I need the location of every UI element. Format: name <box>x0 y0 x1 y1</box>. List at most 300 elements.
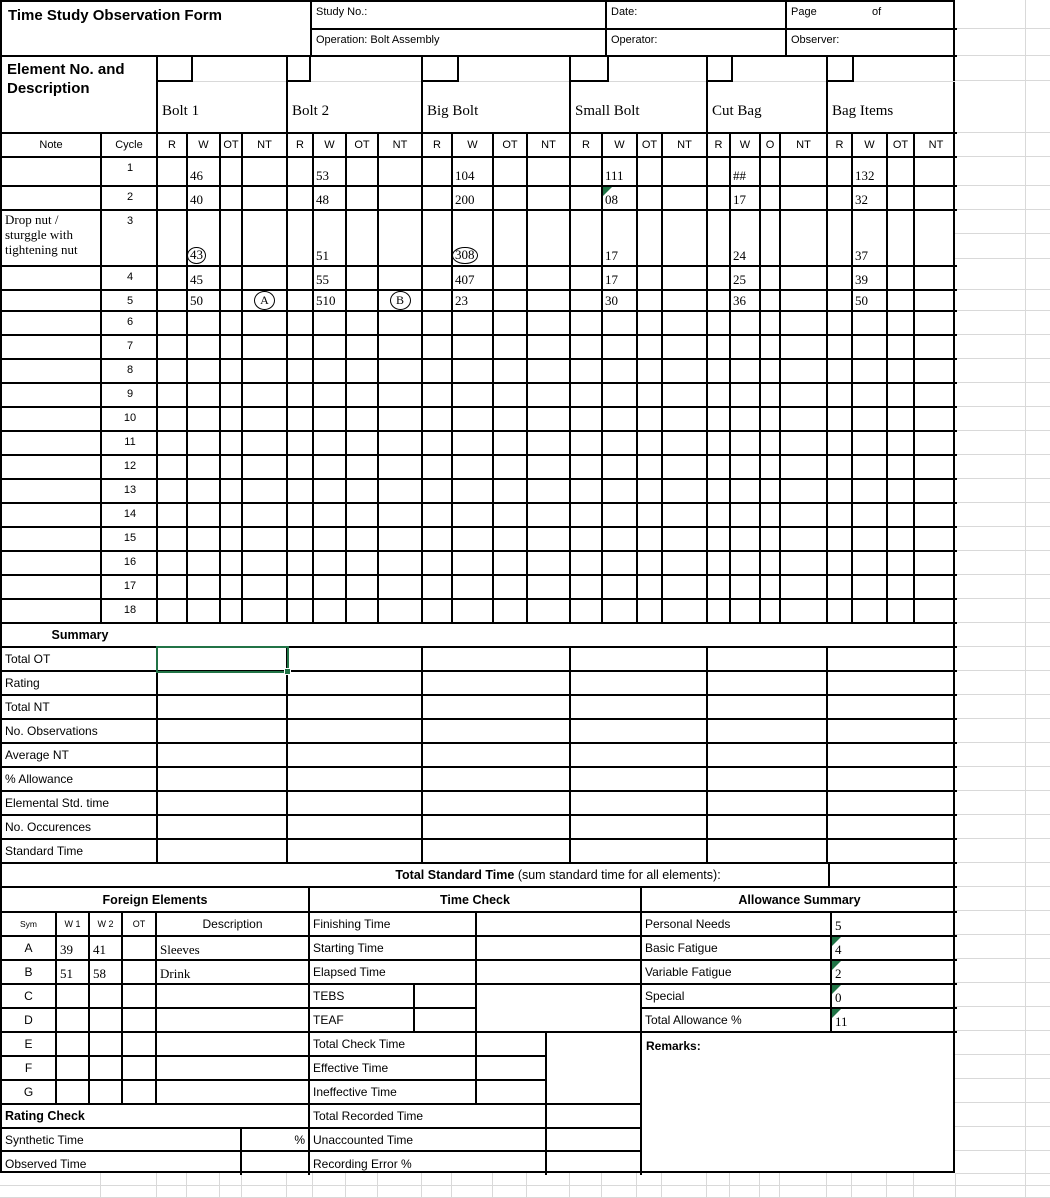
cycle-cell-2[interactable]: 2 <box>102 187 158 209</box>
obs-cell-18-smallbolt_r[interactable] <box>571 600 603 622</box>
foreign-w2-B[interactable]: 58 <box>90 961 123 985</box>
obs-cell-2-bagitems_w[interactable]: 32 <box>853 187 888 209</box>
obs-cell-1-bolt2_r[interactable] <box>288 158 314 185</box>
obs-cell-9-cutbag_w[interactable] <box>731 384 761 406</box>
foreign-w1-D[interactable] <box>57 1009 90 1033</box>
obs-cell-11-bagitems_w[interactable] <box>853 432 888 454</box>
summary-cell-6-5[interactable] <box>828 792 957 814</box>
obs-cell-6-bolt1_w[interactable] <box>188 312 221 334</box>
obs-cell-1-cutbag_o[interactable] <box>761 158 781 185</box>
summary-cell-5-0[interactable] <box>158 768 288 790</box>
obs-cell-13-cutbag_nt[interactable] <box>781 480 828 502</box>
obs-cell-7-bagitems_w[interactable] <box>853 336 888 358</box>
obs-cell-2-bigbolt_ot[interactable] <box>494 187 528 209</box>
time-check-value-1[interactable] <box>477 937 640 961</box>
foreign-ot-F[interactable] <box>123 1057 157 1081</box>
note-cell-15[interactable] <box>2 528 102 550</box>
obs-cell-16-smallbolt_nt[interactable] <box>663 552 708 574</box>
element-no-box-smallbolt[interactable] <box>571 57 609 82</box>
synthetic-time-percent-cell[interactable]: % <box>242 1129 308 1152</box>
obs-cell-1-bolt1_w[interactable]: 46 <box>188 158 221 185</box>
obs-cell-13-bolt1_r[interactable] <box>158 480 188 502</box>
obs-cell-14-smallbolt_r[interactable] <box>571 504 603 526</box>
obs-cell-11-bigbolt_r[interactable] <box>423 432 453 454</box>
obs-cell-12-bolt1_ot[interactable] <box>221 456 243 478</box>
obs-cell-4-bolt1_w[interactable]: 45 <box>188 267 221 289</box>
obs-cell-15-bolt2_nt[interactable] <box>379 528 423 550</box>
obs-cell-7-cutbag_o[interactable] <box>761 336 781 358</box>
obs-cell-7-smallbolt_ot[interactable] <box>638 336 663 358</box>
cycle-cell-6[interactable]: 6 <box>102 312 158 334</box>
element-no-box-bolt2[interactable] <box>288 57 311 82</box>
obs-cell-2-bolt1_r[interactable] <box>158 187 188 209</box>
obs-cell-10-bolt1_nt[interactable] <box>243 408 288 430</box>
obs-cell-15-bigbolt_r[interactable] <box>423 528 453 550</box>
obs-cell-17-bolt1_ot[interactable] <box>221 576 243 598</box>
summary-cell-3-0[interactable] <box>158 720 288 742</box>
cycle-cell-13[interactable]: 13 <box>102 480 158 502</box>
obs-cell-14-bagitems_w[interactable] <box>853 504 888 526</box>
obs-cell-9-bigbolt_r[interactable] <box>423 384 453 406</box>
obs-cell-18-bagitems_ot[interactable] <box>888 600 915 622</box>
obs-cell-9-bagitems_w[interactable] <box>853 384 888 406</box>
obs-cell-11-cutbag_nt[interactable] <box>781 432 828 454</box>
date-field[interactable] <box>607 2 787 30</box>
total-standard-time-value[interactable] <box>830 864 957 888</box>
summary-cell-2-0[interactable] <box>158 696 288 718</box>
note-cell-6[interactable] <box>2 312 102 334</box>
obs-cell-4-bolt2_r[interactable] <box>288 267 314 289</box>
obs-cell-15-bagitems_w[interactable] <box>853 528 888 550</box>
obs-cell-8-bagitems_w[interactable] <box>853 360 888 382</box>
cycle-cell-9[interactable]: 9 <box>102 384 158 406</box>
foreign-desc-E[interactable] <box>157 1033 308 1057</box>
obs-cell-4-bolt2_nt[interactable] <box>379 267 423 289</box>
obs-cell-13-bolt1_ot[interactable] <box>221 480 243 502</box>
summary-cell-3-5[interactable] <box>828 720 957 742</box>
obs-cell-17-bolt2_r[interactable] <box>288 576 314 598</box>
obs-cell-10-cutbag_o[interactable] <box>761 408 781 430</box>
obs-cell-14-smallbolt_ot[interactable] <box>638 504 663 526</box>
summary-cell-7-3[interactable] <box>571 816 708 838</box>
obs-cell-2-bolt2_nt[interactable] <box>379 187 423 209</box>
obs-cell-12-bolt2_w[interactable] <box>314 456 347 478</box>
obs-cell-12-smallbolt_nt[interactable] <box>663 456 708 478</box>
obs-cell-15-cutbag_o[interactable] <box>761 528 781 550</box>
time-check-merged-area[interactable] <box>477 1009 640 1033</box>
summary-cell-1-3[interactable] <box>571 672 708 694</box>
obs-cell-1-bolt1_ot[interactable] <box>221 158 243 185</box>
obs-cell-2-bagitems_nt[interactable] <box>915 187 957 209</box>
element-no-box-cutbag[interactable] <box>708 57 733 82</box>
obs-cell-16-bigbolt_r[interactable] <box>423 552 453 574</box>
obs-cell-3-bolt2_w[interactable]: 51 <box>314 211 347 265</box>
obs-cell-13-bigbolt_ot[interactable] <box>494 480 528 502</box>
obs-cell-6-bagitems_nt[interactable] <box>915 312 957 334</box>
obs-cell-3-bagitems_ot[interactable] <box>888 211 915 265</box>
obs-cell-17-bagitems_ot[interactable] <box>888 576 915 598</box>
obs-cell-13-smallbolt_nt[interactable] <box>663 480 708 502</box>
obs-cell-5-bolt1_nt[interactable] <box>243 291 288 310</box>
obs-cell-18-bolt2_nt[interactable] <box>379 600 423 622</box>
obs-cell-8-bolt1_nt[interactable] <box>243 360 288 382</box>
obs-cell-13-bolt2_ot[interactable] <box>347 480 379 502</box>
obs-cell-14-bolt2_nt[interactable] <box>379 504 423 526</box>
obs-cell-5-cutbag_o[interactable] <box>761 291 781 310</box>
obs-cell-1-bagitems_ot[interactable] <box>888 158 915 185</box>
obs-cell-3-cutbag_o[interactable] <box>761 211 781 265</box>
obs-cell-8-smallbolt_r[interactable] <box>571 360 603 382</box>
obs-cell-10-bolt2_nt[interactable] <box>379 408 423 430</box>
summary-cell-8-0[interactable] <box>158 840 288 862</box>
obs-cell-2-bolt1_w[interactable]: 40 <box>188 187 221 209</box>
obs-cell-6-cutbag_w[interactable] <box>731 312 761 334</box>
note-cell-2[interactable] <box>2 187 102 209</box>
time-check-value-6[interactable] <box>477 1057 547 1081</box>
obs-cell-5-smallbolt_nt[interactable] <box>663 291 708 310</box>
obs-cell-11-bigbolt_w[interactable] <box>453 432 494 454</box>
obs-cell-6-bolt1_r[interactable] <box>158 312 188 334</box>
obs-cell-7-bolt2_ot[interactable] <box>347 336 379 358</box>
foreign-w2-G[interactable] <box>90 1081 123 1105</box>
obs-cell-8-cutbag_w[interactable] <box>731 360 761 382</box>
obs-cell-5-cutbag_r[interactable] <box>708 291 731 310</box>
obs-cell-4-bolt1_r[interactable] <box>158 267 188 289</box>
time-check-value-9[interactable] <box>547 1129 640 1152</box>
summary-cell-4-4[interactable] <box>708 744 828 766</box>
obs-cell-2-bolt1_ot[interactable] <box>221 187 243 209</box>
obs-cell-4-smallbolt_nt[interactable] <box>663 267 708 289</box>
obs-cell-18-bigbolt_nt[interactable] <box>528 600 571 622</box>
summary-cell-5-2[interactable] <box>423 768 571 790</box>
obs-cell-7-bolt2_r[interactable] <box>288 336 314 358</box>
obs-cell-18-smallbolt_w[interactable] <box>603 600 638 622</box>
obs-cell-12-smallbolt_r[interactable] <box>571 456 603 478</box>
obs-cell-2-bolt1_nt[interactable] <box>243 187 288 209</box>
summary-cell-2-4[interactable] <box>708 696 828 718</box>
obs-cell-3-bigbolt_ot[interactable] <box>494 211 528 265</box>
observer-field[interactable] <box>787 30 957 57</box>
obs-cell-9-bigbolt_nt[interactable] <box>528 384 571 406</box>
obs-cell-4-cutbag_w[interactable]: 25 <box>731 267 761 289</box>
obs-cell-13-cutbag_r[interactable] <box>708 480 731 502</box>
obs-cell-10-bagitems_nt[interactable] <box>915 408 957 430</box>
obs-cell-1-bigbolt_ot[interactable] <box>494 158 528 185</box>
obs-cell-4-cutbag_nt[interactable] <box>781 267 828 289</box>
obs-cell-2-bolt2_ot[interactable] <box>347 187 379 209</box>
allowance-value-1[interactable]: 4 <box>832 937 957 961</box>
obs-cell-15-bolt1_w[interactable] <box>188 528 221 550</box>
obs-cell-15-cutbag_nt[interactable] <box>781 528 828 550</box>
element-name-smallbolt[interactable]: Small Bolt <box>575 103 640 119</box>
cycle-cell-1[interactable]: 1 <box>102 158 158 185</box>
summary-cell-1-2[interactable] <box>423 672 571 694</box>
summary-cell-8-5[interactable] <box>828 840 957 862</box>
obs-cell-8-bolt1_w[interactable] <box>188 360 221 382</box>
obs-cell-5-bolt2_w[interactable]: 510 <box>314 291 347 310</box>
fill-handle[interactable] <box>284 668 291 675</box>
obs-cell-6-bigbolt_w[interactable] <box>453 312 494 334</box>
summary-cell-1-4[interactable] <box>708 672 828 694</box>
obs-cell-8-bolt2_ot[interactable] <box>347 360 379 382</box>
obs-cell-7-cutbag_r[interactable] <box>708 336 731 358</box>
obs-cell-12-bagitems_w[interactable] <box>853 456 888 478</box>
element-no-box-bigbolt[interactable] <box>423 57 459 82</box>
obs-cell-13-bigbolt_w[interactable] <box>453 480 494 502</box>
obs-cell-12-bigbolt_nt[interactable] <box>528 456 571 478</box>
obs-cell-3-bagitems_w[interactable]: 37 <box>853 211 888 265</box>
obs-cell-6-cutbag_o[interactable] <box>761 312 781 334</box>
foreign-ot-G[interactable] <box>123 1081 157 1105</box>
obs-cell-13-smallbolt_ot[interactable] <box>638 480 663 502</box>
obs-cell-5-bolt2_nt[interactable] <box>379 291 423 310</box>
obs-cell-15-bigbolt_w[interactable] <box>453 528 494 550</box>
obs-cell-6-bolt2_nt[interactable] <box>379 312 423 334</box>
obs-cell-18-bagitems_nt[interactable] <box>915 600 957 622</box>
obs-cell-15-bolt2_w[interactable] <box>314 528 347 550</box>
obs-cell-11-bolt1_ot[interactable] <box>221 432 243 454</box>
obs-cell-12-bagitems_nt[interactable] <box>915 456 957 478</box>
obs-cell-17-bagitems_nt[interactable] <box>915 576 957 598</box>
obs-cell-9-bagitems_ot[interactable] <box>888 384 915 406</box>
obs-cell-4-cutbag_o[interactable] <box>761 267 781 289</box>
obs-cell-17-bagitems_r[interactable] <box>828 576 853 598</box>
foreign-w1-A[interactable]: 39 <box>57 937 90 961</box>
obs-cell-9-bigbolt_ot[interactable] <box>494 384 528 406</box>
operation-field[interactable] <box>312 30 607 57</box>
obs-cell-13-cutbag_o[interactable] <box>761 480 781 502</box>
obs-cell-7-bigbolt_w[interactable] <box>453 336 494 358</box>
obs-cell-9-bolt1_r[interactable] <box>158 384 188 406</box>
obs-cell-8-bagitems_ot[interactable] <box>888 360 915 382</box>
obs-cell-10-smallbolt_nt[interactable] <box>663 408 708 430</box>
obs-cell-11-cutbag_o[interactable] <box>761 432 781 454</box>
obs-cell-6-bigbolt_r[interactable] <box>423 312 453 334</box>
obs-cell-2-cutbag_nt[interactable] <box>781 187 828 209</box>
cycle-cell-15[interactable]: 15 <box>102 528 158 550</box>
obs-cell-2-bagitems_r[interactable] <box>828 187 853 209</box>
obs-cell-14-bolt2_w[interactable] <box>314 504 347 526</box>
obs-cell-4-bigbolt_ot[interactable] <box>494 267 528 289</box>
obs-cell-15-cutbag_w[interactable] <box>731 528 761 550</box>
obs-cell-10-bagitems_r[interactable] <box>828 408 853 430</box>
summary-cell-4-1[interactable] <box>288 744 423 766</box>
obs-cell-13-bolt2_w[interactable] <box>314 480 347 502</box>
summary-cell-6-1[interactable] <box>288 792 423 814</box>
obs-cell-1-bolt1_r[interactable] <box>158 158 188 185</box>
obs-cell-16-smallbolt_r[interactable] <box>571 552 603 574</box>
obs-cell-17-bigbolt_r[interactable] <box>423 576 453 598</box>
note-cell-4[interactable] <box>2 267 102 289</box>
obs-cell-16-bagitems_nt[interactable] <box>915 552 957 574</box>
obs-cell-15-smallbolt_w[interactable] <box>603 528 638 550</box>
summary-cell-1-5[interactable] <box>828 672 957 694</box>
obs-cell-9-bolt1_nt[interactable] <box>243 384 288 406</box>
page-field[interactable] <box>787 2 957 30</box>
obs-cell-6-bolt2_r[interactable] <box>288 312 314 334</box>
note-cell-10[interactable] <box>2 408 102 430</box>
obs-cell-18-cutbag_w[interactable] <box>731 600 761 622</box>
obs-cell-6-bagitems_ot[interactable] <box>888 312 915 334</box>
obs-cell-7-bagitems_r[interactable] <box>828 336 853 358</box>
obs-cell-7-bolt1_ot[interactable] <box>221 336 243 358</box>
foreign-desc-D[interactable] <box>157 1009 308 1033</box>
obs-cell-14-bigbolt_nt[interactable] <box>528 504 571 526</box>
summary-cell-2-1[interactable] <box>288 696 423 718</box>
obs-cell-7-smallbolt_nt[interactable] <box>663 336 708 358</box>
obs-cell-2-bigbolt_w[interactable]: 200 <box>453 187 494 209</box>
obs-cell-1-cutbag_r[interactable] <box>708 158 731 185</box>
obs-cell-15-smallbolt_ot[interactable] <box>638 528 663 550</box>
obs-cell-16-bolt1_nt[interactable] <box>243 552 288 574</box>
obs-cell-6-smallbolt_ot[interactable] <box>638 312 663 334</box>
obs-cell-7-bagitems_nt[interactable] <box>915 336 957 358</box>
note-cell-3[interactable]: Drop nut / sturggle with tightening nut <box>2 211 102 265</box>
summary-cell-5-3[interactable] <box>571 768 708 790</box>
obs-cell-3-bolt2_r[interactable] <box>288 211 314 265</box>
obs-cell-17-bolt2_nt[interactable] <box>379 576 423 598</box>
obs-cell-13-bigbolt_nt[interactable] <box>528 480 571 502</box>
allowance-value-4[interactable]: 11 <box>832 1009 957 1033</box>
obs-cell-11-bagitems_ot[interactable] <box>888 432 915 454</box>
obs-cell-11-bagitems_nt[interactable] <box>915 432 957 454</box>
obs-cell-15-bolt1_ot[interactable] <box>221 528 243 550</box>
obs-cell-8-bigbolt_w[interactable] <box>453 360 494 382</box>
time-check-value-3[interactable] <box>415 985 477 1009</box>
obs-cell-16-bolt2_w[interactable] <box>314 552 347 574</box>
foreign-w1-C[interactable] <box>57 985 90 1009</box>
obs-cell-13-bolt2_nt[interactable] <box>379 480 423 502</box>
foreign-w2-A[interactable]: 41 <box>90 937 123 961</box>
obs-cell-13-bagitems_r[interactable] <box>828 480 853 502</box>
obs-cell-14-bolt2_ot[interactable] <box>347 504 379 526</box>
obs-cell-3-bigbolt_r[interactable] <box>423 211 453 265</box>
obs-cell-16-smallbolt_ot[interactable] <box>638 552 663 574</box>
obs-cell-12-bigbolt_ot[interactable] <box>494 456 528 478</box>
obs-cell-14-smallbolt_nt[interactable] <box>663 504 708 526</box>
obs-cell-14-bolt1_nt[interactable] <box>243 504 288 526</box>
obs-cell-13-bolt1_w[interactable] <box>188 480 221 502</box>
obs-cell-2-bolt2_r[interactable] <box>288 187 314 209</box>
obs-cell-5-bolt2_ot[interactable] <box>347 291 379 310</box>
obs-cell-11-smallbolt_nt[interactable] <box>663 432 708 454</box>
obs-cell-7-bigbolt_nt[interactable] <box>528 336 571 358</box>
summary-cell-8-3[interactable] <box>571 840 708 862</box>
obs-cell-1-bagitems_r[interactable] <box>828 158 853 185</box>
obs-cell-18-bolt2_ot[interactable] <box>347 600 379 622</box>
summary-cell-3-1[interactable] <box>288 720 423 742</box>
obs-cell-11-bigbolt_ot[interactable] <box>494 432 528 454</box>
obs-cell-10-bolt1_r[interactable] <box>158 408 188 430</box>
obs-cell-2-smallbolt_ot[interactable] <box>638 187 663 209</box>
obs-cell-3-bolt1_w[interactable] <box>188 211 221 265</box>
obs-cell-9-bagitems_nt[interactable] <box>915 384 957 406</box>
obs-cell-2-bigbolt_nt[interactable] <box>528 187 571 209</box>
note-cell-18[interactable] <box>2 600 102 622</box>
note-cell-13[interactable] <box>2 480 102 502</box>
obs-cell-13-smallbolt_w[interactable] <box>603 480 638 502</box>
obs-cell-9-bolt1_ot[interactable] <box>221 384 243 406</box>
obs-cell-10-bagitems_ot[interactable] <box>888 408 915 430</box>
obs-cell-11-bolt1_r[interactable] <box>158 432 188 454</box>
obs-cell-12-cutbag_o[interactable] <box>761 456 781 478</box>
obs-cell-18-bolt1_ot[interactable] <box>221 600 243 622</box>
summary-cell-3-3[interactable] <box>571 720 708 742</box>
summary-cell-1-1[interactable] <box>288 672 423 694</box>
obs-cell-17-bolt1_w[interactable] <box>188 576 221 598</box>
obs-cell-17-bigbolt_nt[interactable] <box>528 576 571 598</box>
obs-cell-10-bolt2_ot[interactable] <box>347 408 379 430</box>
element-name-bigbolt[interactable]: Big Bolt <box>427 103 479 119</box>
obs-cell-9-smallbolt_w[interactable] <box>603 384 638 406</box>
summary-cell-8-1[interactable] <box>288 840 423 862</box>
obs-cell-8-bagitems_r[interactable] <box>828 360 853 382</box>
obs-cell-12-bolt2_nt[interactable] <box>379 456 423 478</box>
obs-cell-11-bagitems_r[interactable] <box>828 432 853 454</box>
obs-cell-2-cutbag_o[interactable] <box>761 187 781 209</box>
obs-cell-16-bigbolt_ot[interactable] <box>494 552 528 574</box>
summary-cell-2-5[interactable] <box>828 696 957 718</box>
obs-cell-11-bolt1_nt[interactable] <box>243 432 288 454</box>
note-cell-12[interactable] <box>2 456 102 478</box>
obs-cell-16-bolt1_w[interactable] <box>188 552 221 574</box>
obs-cell-14-bagitems_nt[interactable] <box>915 504 957 526</box>
obs-cell-10-bolt2_r[interactable] <box>288 408 314 430</box>
summary-cell-6-0[interactable] <box>158 792 288 814</box>
obs-cell-3-bolt1_ot[interactable] <box>221 211 243 265</box>
summary-cell-6-3[interactable] <box>571 792 708 814</box>
element-name-cutbag[interactable]: Cut Bag <box>712 103 762 119</box>
obs-cell-8-bagitems_nt[interactable] <box>915 360 957 382</box>
note-cell-8[interactable] <box>2 360 102 382</box>
obs-cell-15-smallbolt_nt[interactable] <box>663 528 708 550</box>
foreign-w1-B[interactable]: 51 <box>57 961 90 985</box>
obs-cell-8-cutbag_nt[interactable] <box>781 360 828 382</box>
time-check-value-0[interactable] <box>477 913 640 937</box>
note-cell-11[interactable] <box>2 432 102 454</box>
obs-cell-1-bolt2_nt[interactable] <box>379 158 423 185</box>
obs-cell-16-cutbag_nt[interactable] <box>781 552 828 574</box>
time-check-value-5[interactable] <box>477 1033 547 1057</box>
obs-cell-16-bolt2_r[interactable] <box>288 552 314 574</box>
foreign-w2-E[interactable] <box>90 1033 123 1057</box>
foreign-w1-F[interactable] <box>57 1057 90 1081</box>
note-cell-1[interactable] <box>2 158 102 185</box>
obs-cell-11-bigbolt_nt[interactable] <box>528 432 571 454</box>
obs-cell-6-cutbag_r[interactable] <box>708 312 731 334</box>
selected-cell[interactable] <box>156 646 289 673</box>
obs-cell-12-bigbolt_w[interactable] <box>453 456 494 478</box>
cycle-cell-18[interactable]: 18 <box>102 600 158 622</box>
obs-cell-12-bolt2_ot[interactable] <box>347 456 379 478</box>
obs-cell-11-bolt2_w[interactable] <box>314 432 347 454</box>
obs-cell-10-smallbolt_ot[interactable] <box>638 408 663 430</box>
time-check-value-4[interactable] <box>415 1009 477 1033</box>
obs-cell-10-smallbolt_w[interactable] <box>603 408 638 430</box>
obs-cell-5-smallbolt_ot[interactable] <box>638 291 663 310</box>
obs-cell-12-bolt2_r[interactable] <box>288 456 314 478</box>
foreign-desc-F[interactable] <box>157 1057 308 1081</box>
obs-cell-7-smallbolt_r[interactable] <box>571 336 603 358</box>
obs-cell-18-smallbolt_nt[interactable] <box>663 600 708 622</box>
obs-cell-10-cutbag_r[interactable] <box>708 408 731 430</box>
obs-cell-7-cutbag_nt[interactable] <box>781 336 828 358</box>
obs-cell-15-cutbag_r[interactable] <box>708 528 731 550</box>
obs-cell-15-bagitems_ot[interactable] <box>888 528 915 550</box>
obs-cell-5-bolt1_r[interactable] <box>158 291 188 310</box>
obs-cell-9-smallbolt_nt[interactable] <box>663 384 708 406</box>
obs-cell-17-bolt1_r[interactable] <box>158 576 188 598</box>
